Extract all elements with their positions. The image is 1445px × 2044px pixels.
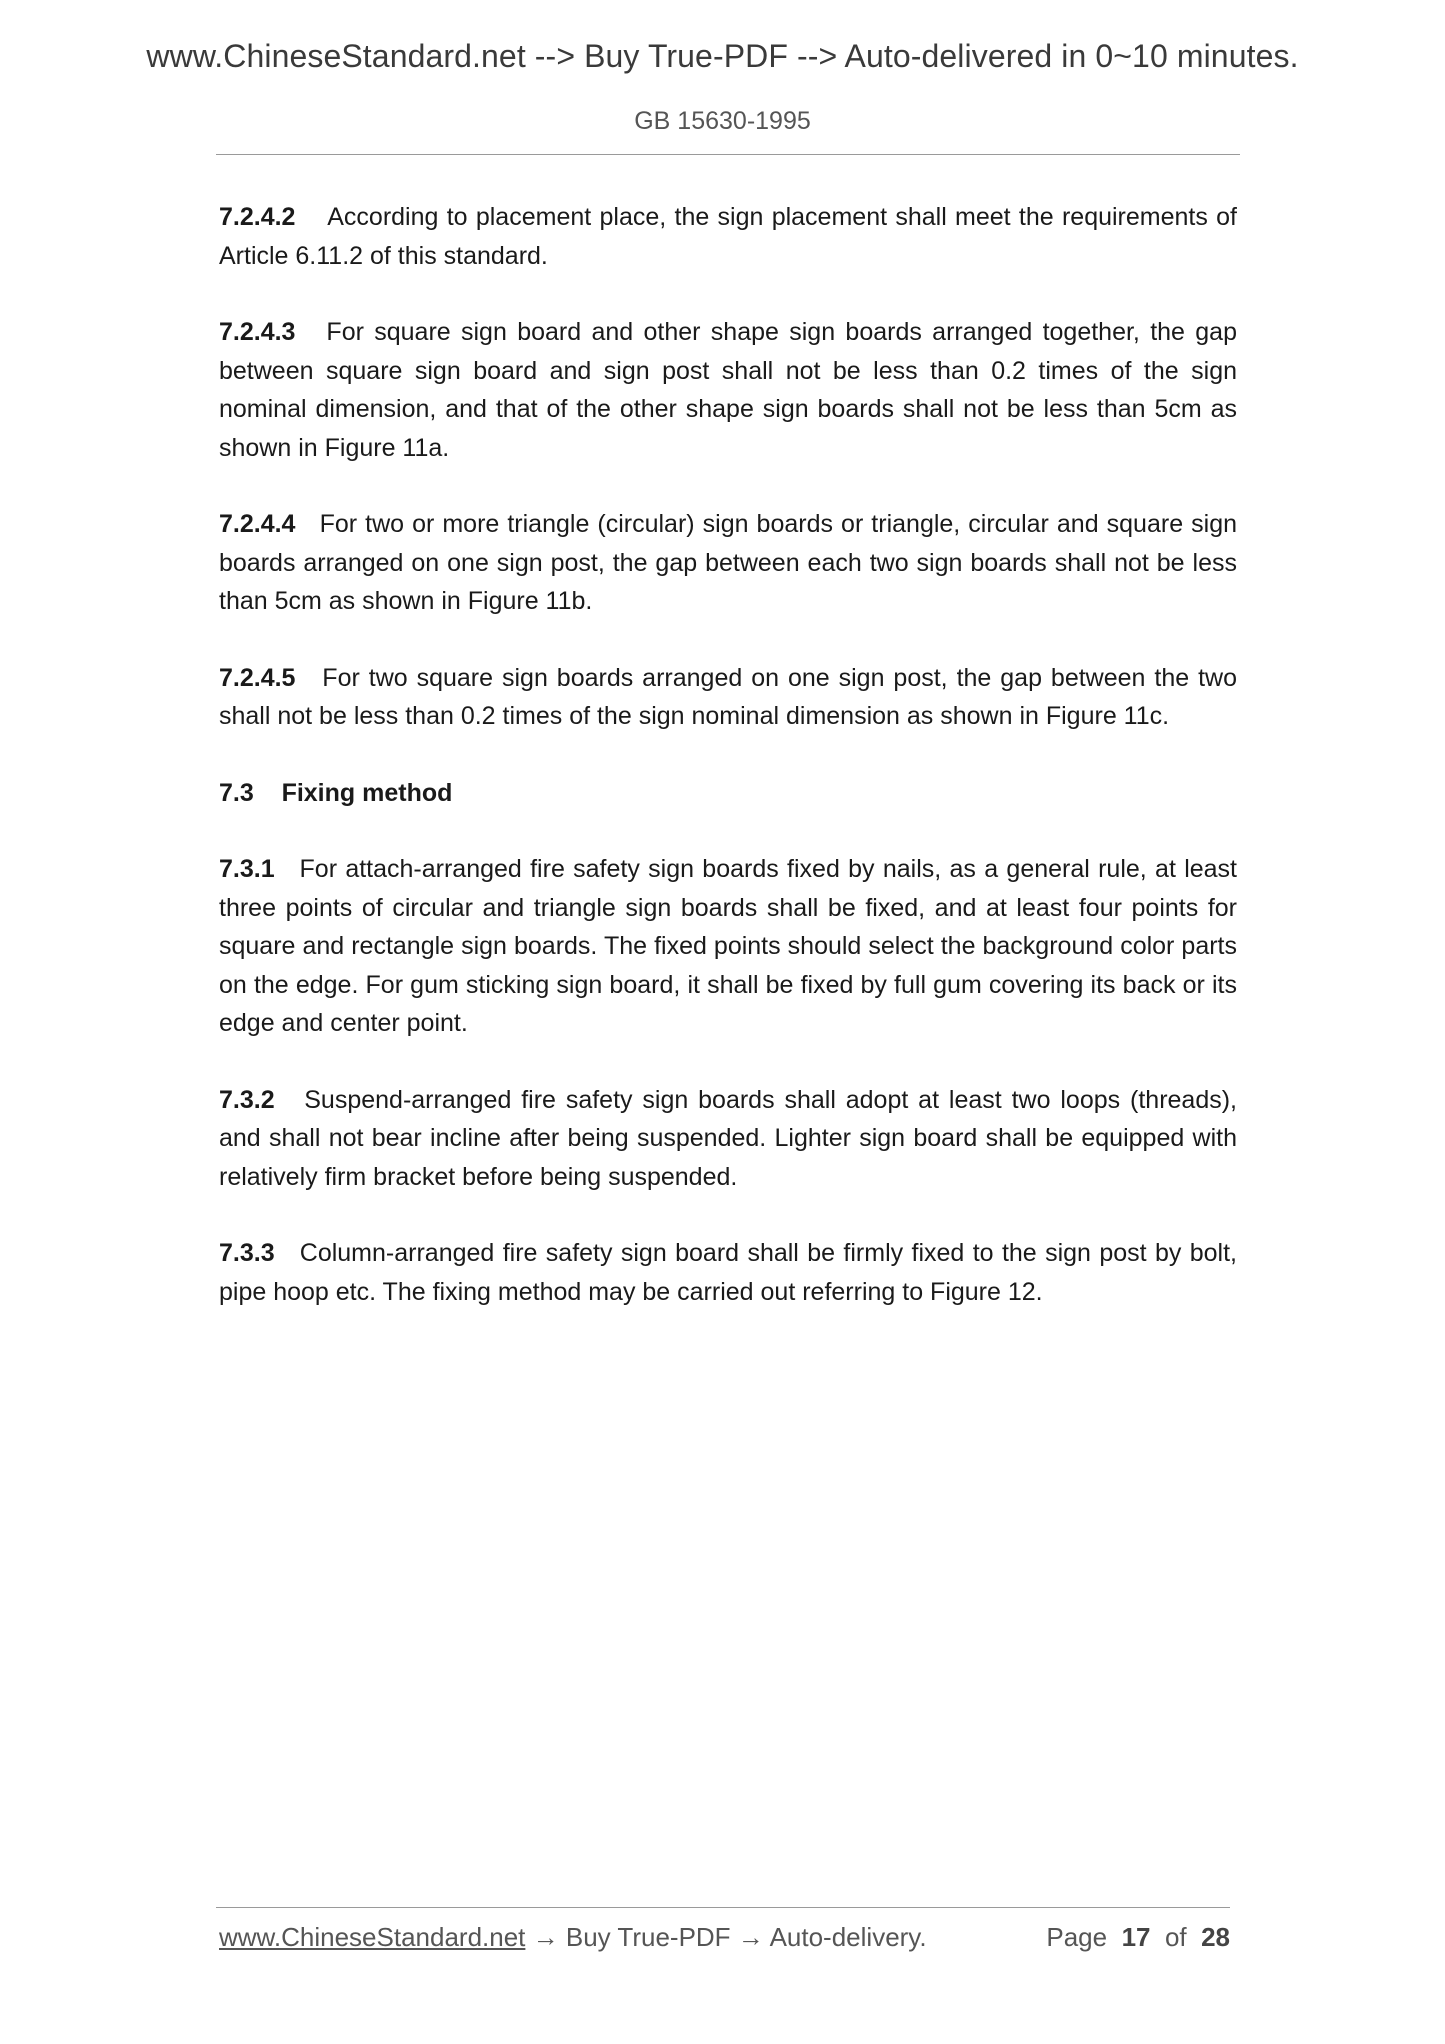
clause-text: For two square sign boards arranged on one sign post, the gap between the two shall not be less than 0.2 times of the sign nominal dimension as shown in Figure 11c. <box>219 663 1237 730</box>
footer-site-link[interactable]: www.ChineseStandard.net <box>219 1922 526 1952</box>
clause-7-2-4-5 <box>219 659 1237 736</box>
clause-number: 7.2.4.3 <box>219 318 296 346</box>
clause-number: 7.3.2 <box>219 1085 275 1114</box>
section-heading-7-3 <box>219 774 1237 813</box>
page-label: Page <box>1046 1922 1108 1952</box>
clause-text: According to placement place, the sign placement shall meet the requirements of Article 6.11.2 of this standard. <box>219 203 1237 270</box>
clause-7-3-3 <box>219 1234 1237 1311</box>
document-body <box>219 198 1237 1311</box>
clause-7-3-2 <box>219 1081 1237 1197</box>
clause-7-2-4-2 <box>219 198 1237 275</box>
page-current: 17 <box>1121 1922 1151 1952</box>
clause-number: 7.2.4.4 <box>219 510 296 538</box>
clause-number: 7.3.1 <box>219 855 275 883</box>
clause-7-2-4-4 <box>219 505 1237 621</box>
of-label: of <box>1164 1922 1187 1952</box>
clause-text: Column-arranged fire safety sign board shall be firmly fixed to the sign post by bolt, pipe hoop etc. The fixing method may be carried out referring to Figure 12. <box>219 1239 1237 1306</box>
footer-divider <box>216 1907 1230 1908</box>
section-number: 7.3 <box>219 778 254 807</box>
footer-tagline: → Buy True-PDF → Auto-delivery. <box>525 1922 927 1952</box>
page-footer <box>219 1922 1230 1953</box>
clause-number: 7.2.4.2 <box>219 203 296 231</box>
clause-number: 7.3.3 <box>219 1239 275 1267</box>
page-total: 28 <box>1201 1922 1230 1952</box>
top-banner: www.ChineseStandard.net --> Buy True-PDF --> Auto-delivered in 0~10 minutes. <box>146 38 1299 74</box>
clause-text: For attach-arranged fire safety sign boards fixed by nails, as a general rule, at least three points of circular and triangle sign boards shall be fixed, and at least four points for square and rectangle sign boards. The fixed points should select the background color parts on the edge. For gum sticking sign board, it shall be fixed by full gum covering its back or its edge and center point. <box>219 855 1237 1037</box>
clause-number: 7.2.4.5 <box>219 663 296 692</box>
header-divider <box>216 154 1240 155</box>
clause-text: For square sign board and other shape sign boards arranged together, the gap between square sign board and sign post shall not be less than 0.2 times of the sign nominal dimension, and that of the other shape sign boards shall not be less than 5cm as shown in Figure 11a. <box>219 318 1237 462</box>
clause-text: Suspend-arranged fire safety sign boards shall adopt at least two loops (threads), and shall not bear incline after being suspended. Lighter sign board shall be equipped with relatively firm bracket before being suspended. <box>219 1085 1238 1191</box>
section-title: Fixing method <box>281 778 453 807</box>
clause-text: For two or more triangle (circular) sign boards or triangle, circular and square sign boards arranged on one sign post, the gap between each two sign boards shall not be less than 5cm as shown in Figure 11b. <box>219 510 1237 615</box>
clause-7-2-4-3 <box>219 313 1237 467</box>
clause-7-3-1 <box>219 850 1237 1043</box>
page-number <box>1046 1922 1230 1953</box>
document-code: GB 15630-1995 <box>634 107 811 135</box>
